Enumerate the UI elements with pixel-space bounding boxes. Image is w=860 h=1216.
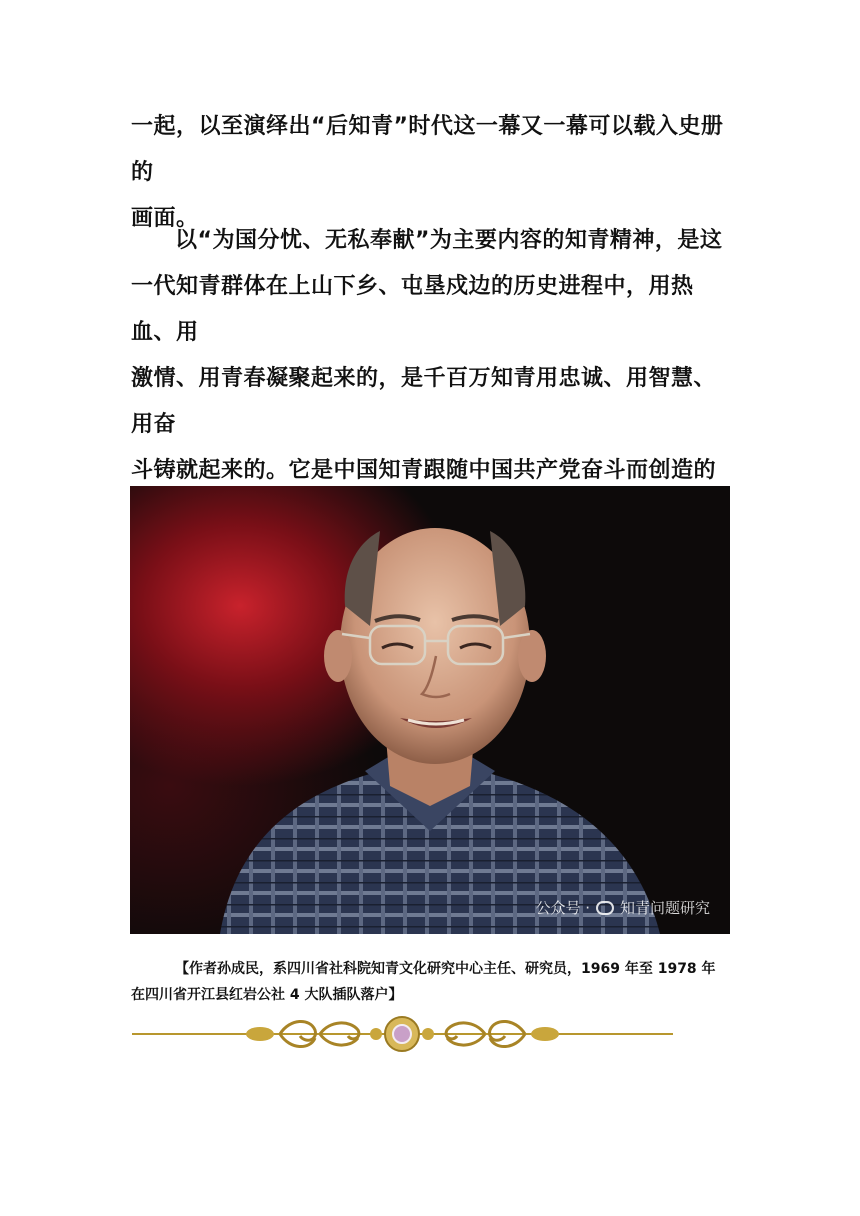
decorative-divider-ornament xyxy=(130,1012,675,1056)
paragraph-2-line-4: 斗铸就起来的。它是中国知青跟随中国共产党奋斗而创造的 xyxy=(131,458,717,483)
paragraph-2-line-2: 一代知青群体在上山下乡、屯垦戍边的历史进程中，用热血、用 xyxy=(131,274,694,345)
paragraph-2-line-3: 激情、用青春凝聚起来的，是千百万知青用忠诚、用智慧、用奋 xyxy=(131,366,717,437)
watermark xyxy=(535,897,710,918)
paragraph-1-line-2: 画面。 xyxy=(131,206,199,231)
wechat-icon xyxy=(596,901,614,915)
portrait-illustration xyxy=(130,486,730,934)
author-portrait-photo xyxy=(130,486,730,934)
paragraph-1-line-1: 一起，以至演绎出“后知青”时代这一幕又一幕可以载入史册的 xyxy=(131,114,724,185)
watermark-name: 知青问题研究 xyxy=(619,899,710,917)
caption-line-2: 在四川省开江县红岩公社 4 大队插队落户】 xyxy=(131,987,403,1003)
caption-line-1: 【作者孙成民，系四川省社科院知青文化研究中心主任、研究员，1969 年至 1978 年 xyxy=(175,961,716,977)
photo-caption xyxy=(131,956,731,1008)
watermark-prefix: 公众号 · xyxy=(535,899,590,917)
paragraph-2-line-1: 以“为国分忧、无私奉献”为主要内容的知青精神，是这 xyxy=(175,228,723,253)
